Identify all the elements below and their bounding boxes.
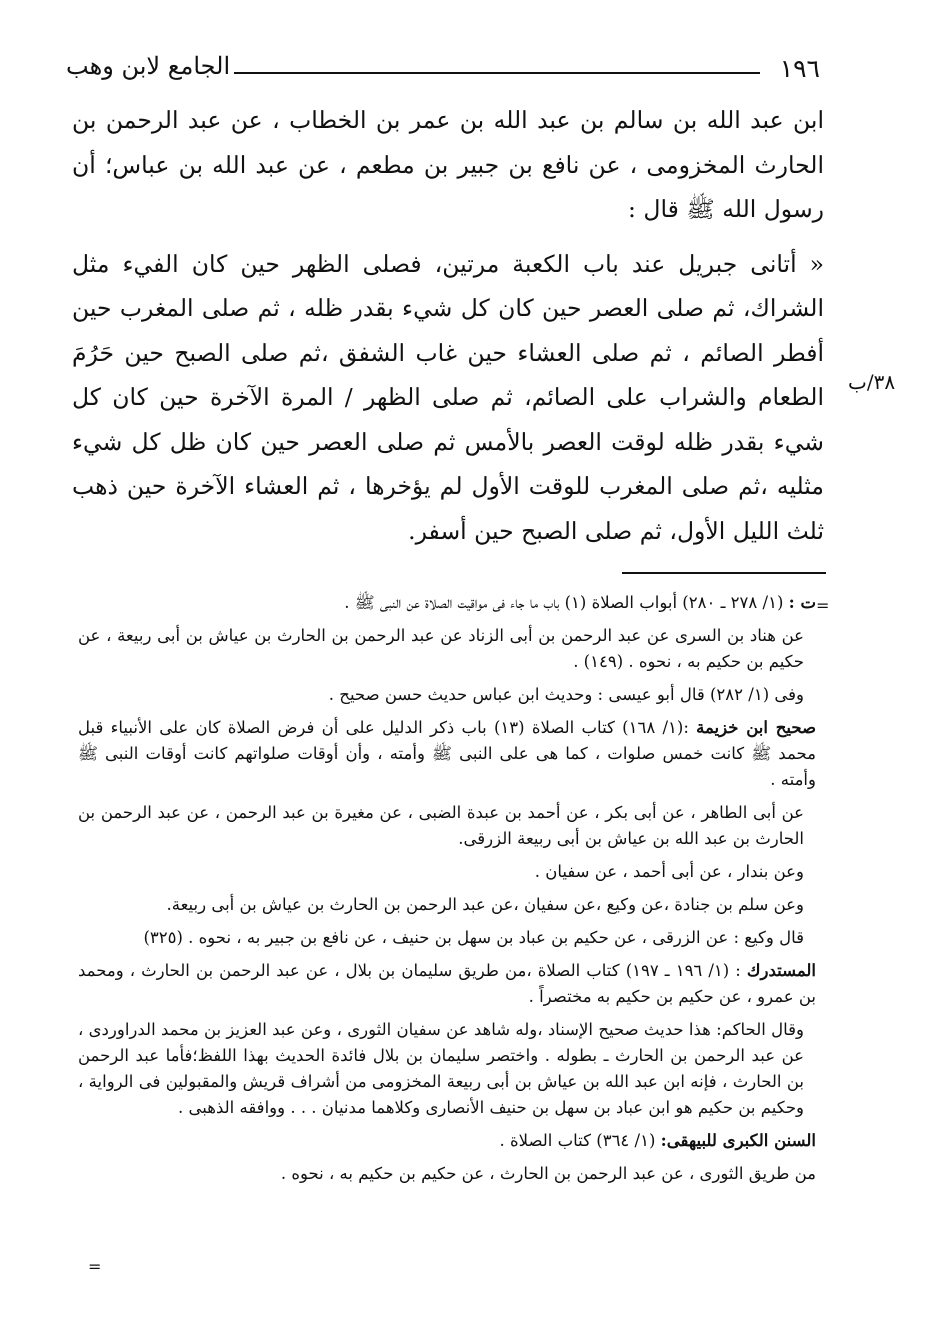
footnote-continued-mark: =	[88, 1257, 102, 1276]
footnote-tirmidhi	[78, 590, 816, 616]
footnote-mustadrak	[78, 958, 816, 1010]
source-ref-tirmidhi: (١/ ٢٧٨ ـ ٢٨٠) أبواب الصلاة (١) باب ما جاء فى مواقيت الصلاة عن النبى ﷺ .	[344, 593, 784, 612]
main-text	[72, 98, 824, 553]
header-rule	[234, 72, 760, 74]
source-label-bayhaqi: السنن الكبرى للبيهقى:	[660, 1131, 816, 1150]
footnote-tirmidhi-comment: وفى (١/ ٢٨٢) قال أبو عيسى : وحديث ابن عباس حديث حسن صحيح .	[328, 685, 804, 704]
footnote-separator	[622, 572, 826, 574]
footnote-khuzayma-chain-1: عن أبى الطاهر ، عن أبى بكر ، عن أحمد بن عبدة الضبى ، عن مغيرة بن عبد الرحمن ، عن عبد الرحمن بن الحارث بن عبد الله بن عياش بن أبى ربيعة الزرقى.	[78, 803, 804, 848]
manuscript-folio-note: ٣٨/ب	[848, 370, 896, 394]
footnote-bayhaqi	[78, 1128, 816, 1154]
footnote-khuzayma-chain-4: قال وكيع : عن الزرقى ، عن حكيم بن عباد بن سهل بن حنيف ، عن نافع بن جبير به ، نحوه . (٣٢٥)	[143, 928, 804, 947]
footnote-khuzayma	[78, 715, 816, 793]
footnotes	[78, 590, 816, 1194]
running-header	[66, 50, 820, 94]
source-label-tirmidhi: ت :	[788, 593, 816, 612]
footnote-tirmidhi-chain: عن هناد بن السرى عن عبد الرحمن بن أبى الزناد عن عبد الرحمن بن الحارث بن عياش بن أبى ربيعة ، عن حكيم بن حكيم به ، نحوه . (١٤٩) .	[78, 626, 804, 671]
footnote-bayhaqi-chain: من طريق الثورى ، عن عبد الرحمن بن الحارث ، عن حكيم بن حكيم به ، نحوه .	[280, 1164, 816, 1183]
footnote-hakim-comment: وقال الحاكم: هذا حديث صحيح الإسناد ،وله شاهد عن سفيان الثورى ، وعن عبد العزيز بن محمد الدراوردى ، عن عبد الرحمن بن الحارث ـ بطوله . واختصر سليمان بن بلال فائدة الحديث بهذا اللفظ؛فأما عبد الرحمن بن الحارث ، فإنه ابن عبد الله بن عياش بن أبى ربيعة المخزومى من أشراف قريش والمقبولين فى الرواية ، وحكيم بن حكيم هو ابن عباد بن سهل بن حنيف الأنصارى وكلاهما مدنيان . . . ووافقه الذهبى .	[78, 1020, 804, 1117]
source-label-mustadrak: المستدرك	[746, 961, 816, 980]
book-title: الجامع لابن وهب	[66, 52, 231, 80]
footnote-khuzayma-chain-2: وعن بندار ، عن أبى أحمد ، عن سفيان .	[534, 862, 804, 881]
footnote-continuation-mark: =	[816, 596, 830, 615]
isnad-paragraph: ابن عبد الله بن سالم بن عبد الله بن عمر بن الخطاب ، عن عبد الرحمن بن الحارث المخزومى ، عن نافع بن جبير بن مطعم ، عن عبد الله بن عباس؛ أن رسول الله ﷺ قال :	[72, 106, 824, 223]
hadith-paragraph: « أتانى جبريل عند باب الكعبة مرتين، فصلى الظهر حين كان الفيء مثل الشراك، ثم صلى العصر حين كان كل شيء بقدر ظله ، ثم صلى المغرب حين أفطر الصائم ، ثم صلى العشاء حين غاب الشفق ،ثم صلى الصبح حين حَرُمَ الطعام والشراب على الصائم، ثم صلى الظهر / المرة الآخرة حين كان كل شيء بقدر ظله لوقت العصر بالأمس ثم صلى العصر حين كان ظل كل شيء مثليه ،ثم صلى المغرب للوقت الأول لم يؤخرها ، ثم العشاء الآخرة حين ذهب ثلث الليل الأول، ثم صلى الصبح حين أسفر.	[72, 249, 824, 545]
source-ref-khuzayma: :(١/ ١٦٨) كتاب الصلاة (١٣) باب ذكر الدليل على أن فرض الصلاة كان على الأنبياء قبل محمد ﷺ كانت خمس صلوات ، كما هى على النبى ﷺ وأمته ، وأن أوقات صلواتهم كانت أوقات النبى ﷺ وأمته .	[78, 718, 816, 789]
source-ref-bayhaqi: (١/ ٣٦٤) كتاب الصلاة .	[499, 1131, 656, 1150]
source-label-khuzayma: صحيح ابن خزيمة	[696, 718, 816, 737]
page-number: ١٩٦	[779, 54, 820, 83]
footnote-khuzayma-chain-3: وعن سلم بن جنادة ،عن وكيع ،عن سفيان ،عن عبد الرحمن بن الحارث بن عياش بن أبى ربيعة.	[166, 895, 804, 914]
source-ref-mustadrak: : (١/ ١٩٦ ـ ١٩٧) كتاب الصلاة ،من طريق سليمان بن بلال ، عن عبد الرحمن بن الحارث ، ومحمد بن عمرو ، عن حكيم بن حكيم به مختصراً .	[78, 961, 816, 1006]
